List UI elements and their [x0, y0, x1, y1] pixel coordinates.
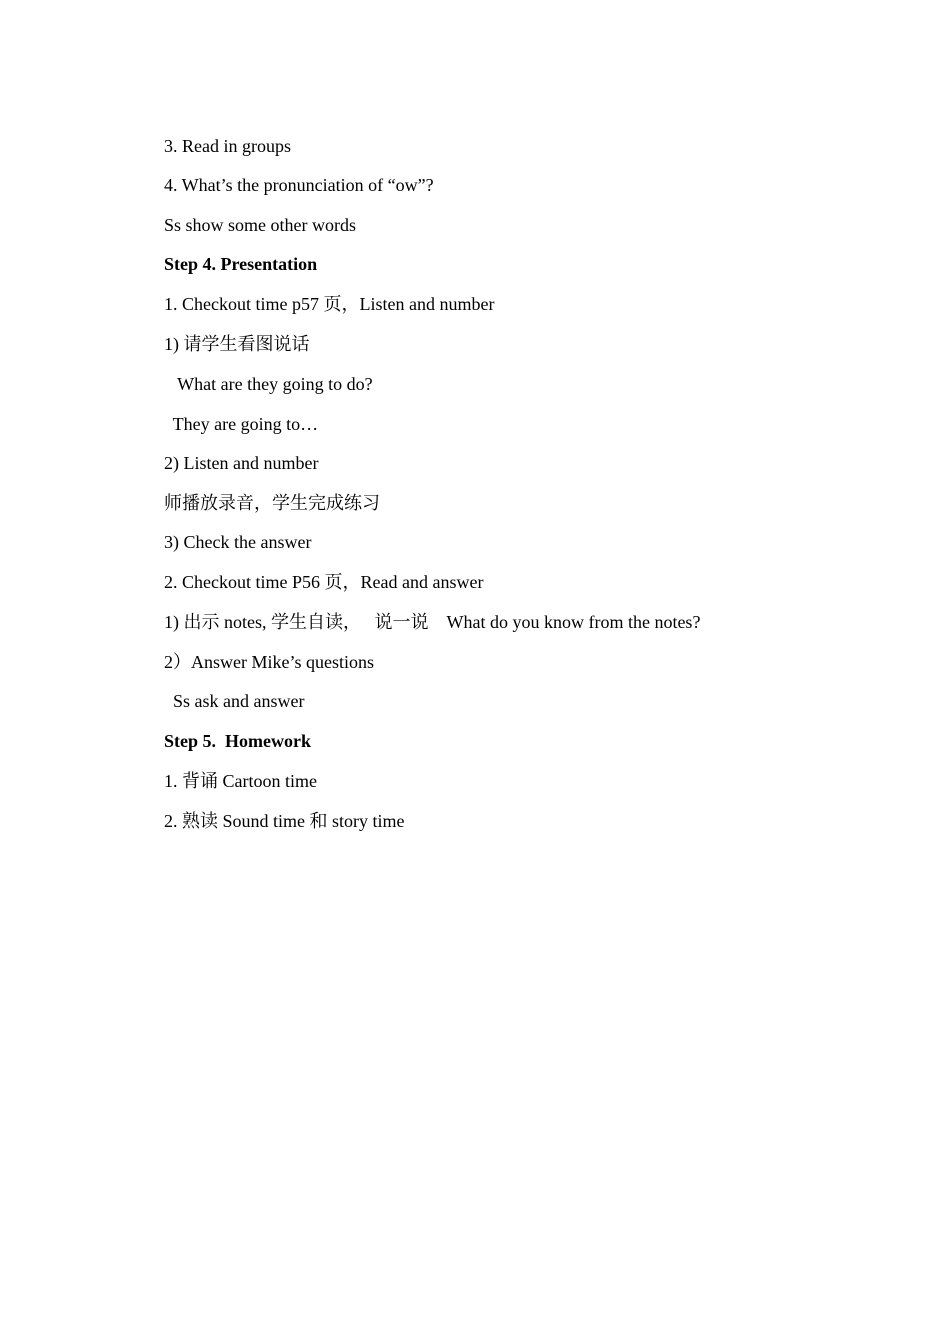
text-line-show-notes: 1) 出示 notes, 学生自读， 说一说 What do you know from the notes?	[164, 612, 701, 632]
text-line-answer-mikes-questions: 2）Answer Mike’s questions	[164, 652, 374, 672]
text-line-they-are-going-to: They are going to…	[164, 414, 319, 434]
step-4-heading: Step 4. Presentation	[164, 254, 318, 274]
text-line-read-in-groups: 3. Read in groups	[164, 136, 291, 156]
text-line-teacher-plays-recording: 师播放录音，学生完成练习	[164, 493, 380, 513]
text-line-look-and-talk: 1) 请学生看图说话	[164, 334, 310, 354]
text-line-read-sound-and-story-time: 2. 熟读 Sound time 和 story time	[164, 811, 405, 831]
step-5-heading: Step 5. Homework	[164, 731, 311, 751]
text-line-show-other-words: Ss show some other words	[164, 215, 356, 235]
text-line-checkout-p56: 2. Checkout time P56 页，Read and answer	[164, 572, 484, 592]
text-line-ask-and-answer: Ss ask and answer	[164, 691, 305, 711]
text-line-listen-and-number: 2) Listen and number	[164, 453, 319, 473]
text-line-recite-cartoon-time: 1. 背诵 Cartoon time	[164, 771, 317, 791]
text-line-checkout-p57: 1. Checkout time p57 页，Listen and number	[164, 294, 495, 314]
text-line-pronunciation-question: 4. What’s the pronunciation of “ow”?	[164, 175, 434, 195]
text-line-check-answer: 3) Check the answer	[164, 532, 312, 552]
text-line-what-are-they-going-to-do: What are they going to do?	[164, 374, 373, 394]
